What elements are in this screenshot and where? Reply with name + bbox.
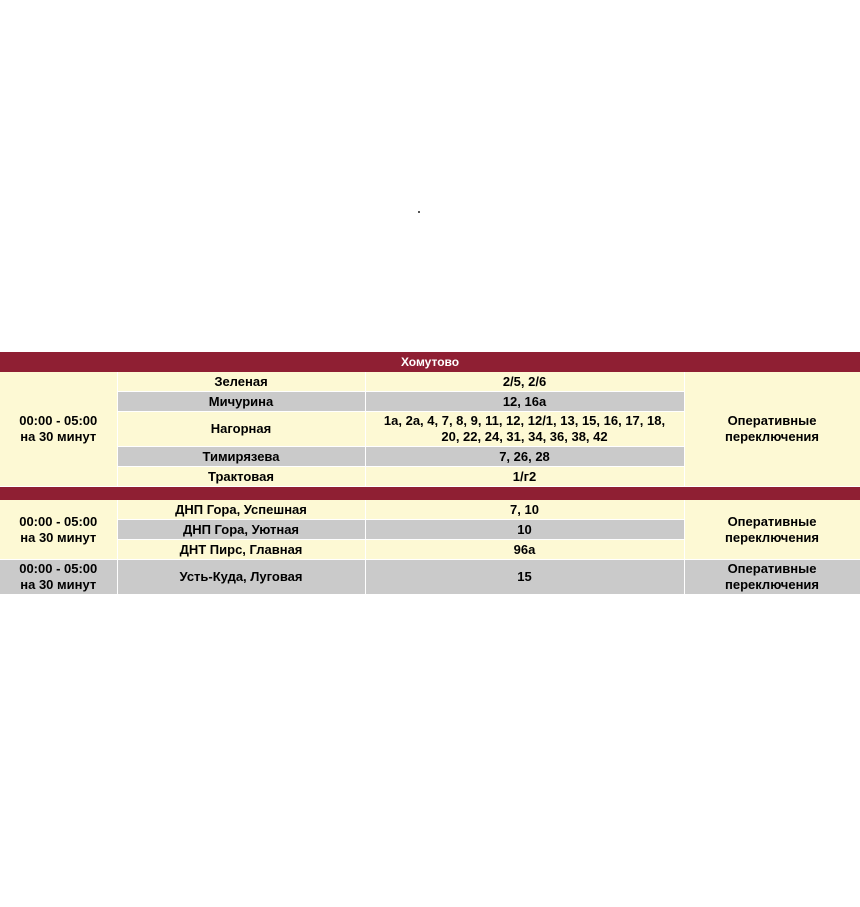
reason-line1: Оперативные — [727, 561, 817, 576]
region-header-row — [0, 352, 860, 372]
table-row — [0, 500, 860, 520]
time-range: 00:00 - 05:00 — [19, 513, 98, 529]
reason-line2: переключения — [725, 429, 820, 444]
street-cell: Тимирязева — [117, 447, 365, 467]
houses-cell: 10 — [365, 520, 684, 540]
street-cell: Зеленая — [117, 372, 365, 392]
duration: на 30 минут — [20, 529, 97, 545]
street-cell: ДНТ Пирс, Главная — [117, 540, 365, 560]
street-cell: Нагорная — [117, 412, 365, 447]
street-cell: Трактовая — [117, 467, 365, 487]
duration: на 30 минут — [20, 577, 97, 592]
table-row — [0, 372, 860, 392]
reason-line2: переключения — [725, 577, 820, 592]
houses-cell: 2/5, 2/6 — [365, 372, 684, 392]
houses-line1: 1а, 2а, 4, 7, 8, 9, 11, 12, 12/1, 13, 15, 16, 17, 18, — [383, 413, 666, 428]
houses-cell — [365, 412, 684, 447]
houses-cell: 7, 26, 28 — [365, 447, 684, 467]
time-range: 00:00 - 05:00 — [19, 561, 98, 576]
houses-cell: 12, 16а — [365, 392, 684, 412]
street-cell: ДНП Гора, Уютная — [117, 520, 365, 540]
street-cell: Усть-Куда, Луговая — [117, 560, 365, 595]
duration: на 30 минут — [20, 429, 97, 444]
reason-line1: Оперативные — [727, 513, 817, 529]
houses-cell: 7, 10 — [365, 500, 684, 520]
outage-schedule-table — [0, 352, 860, 595]
reason-cell — [684, 372, 860, 487]
reason-cell — [684, 560, 860, 595]
time-cell — [0, 372, 117, 487]
houses-cell: 15 — [365, 560, 684, 595]
street-cell: ДНП Гора, Успешная — [117, 500, 365, 520]
time-cell — [0, 560, 117, 595]
time-cell — [0, 500, 117, 560]
table-row — [0, 560, 860, 595]
section-divider — [0, 487, 860, 501]
houses-cell: 96а — [365, 540, 684, 560]
reason-cell — [684, 500, 860, 560]
reason-line1: Оперативные — [727, 413, 817, 428]
time-range: 00:00 - 05:00 — [19, 413, 98, 428]
street-cell: Мичурина — [117, 392, 365, 412]
houses-cell: 1/г2 — [365, 467, 684, 487]
reason-line2: переключения — [725, 529, 820, 545]
stray-dot — [418, 211, 420, 213]
houses-line2: 20, 22, 24, 31, 34, 36, 38, 42 — [441, 429, 608, 444]
region-name: Хомутово — [0, 352, 860, 372]
